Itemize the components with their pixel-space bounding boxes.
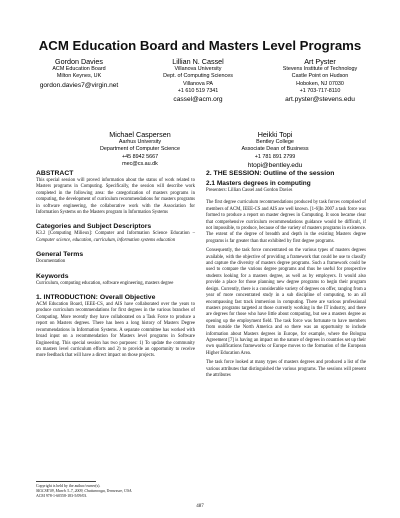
left-column bbox=[36, 170, 195, 360]
author-name: Michael Caspersen bbox=[109, 130, 171, 139]
author-affiliation: Dept. of Computing Sciences bbox=[163, 73, 233, 80]
intro-text: ACM Education Board, IEEE-CS, and AIS have collaborated over the years to produce curriculum recommendations for first degrees in the various branches of Computing. More recently they have collaborated on a Task Force to produce a report on Masters degrees. There has been a long history of Masters Degree recommendations in Information Systems. A separate committee has worked with broad input on a recommendation for Masters level programs in Software Engineering. This special session has two purposes: 1) To update the community on masters level curriculum efforts and 2) to provide an opportunity to receive more feedback that will have a direct impact on those projects. bbox=[36, 302, 195, 359]
session-paragraph: The task force looked at many types of masters degrees and produced a list of the various attributes that distinguished the various programs. The sessions will present the attributes bbox=[206, 360, 366, 378]
categories-heading: Categories and Subject Descriptors bbox=[36, 223, 152, 231]
author-block bbox=[138, 57, 258, 104]
abstract-heading: ABSTRACT bbox=[36, 170, 74, 177]
keywords-text: Curriculum, computing education, software engineering, masters degree bbox=[36, 280, 174, 286]
page-number: 487 bbox=[196, 504, 204, 509]
footnote-line: Copyright is held by the author/owner(s). bbox=[36, 484, 101, 488]
author-affiliation: +1 610 519 7341 bbox=[177, 87, 219, 94]
author-name: Art Pyster bbox=[304, 57, 336, 66]
author-email: gordon.davies7@virgin.net bbox=[39, 81, 119, 89]
session-subheading: 2.1 Masters degrees in computing bbox=[206, 180, 311, 187]
general-terms-text: Documentation bbox=[36, 259, 66, 265]
author-name: Heikki Topi bbox=[257, 130, 293, 139]
author-affiliation: Villanova University bbox=[174, 66, 222, 72]
author-name: Gordon Davies bbox=[55, 57, 103, 66]
right-column bbox=[206, 170, 366, 379]
author-affiliation: Associate Dean of Business bbox=[241, 146, 309, 153]
paper-title: ACM Education Board and Masters Level Programs bbox=[38, 38, 362, 53]
author-affiliation: Stevens Institute of Technology bbox=[282, 66, 358, 72]
author-affiliation: +45 8942 5667 bbox=[121, 153, 159, 160]
keywords-heading: Keywords bbox=[36, 272, 69, 280]
session-paragraph: The first degree curriculum recommendations produced by task forces comprised of members of ACM, IEEE-CS and AIS are well known. [1-6]In 2007 a task force was formed to produce a report on master degrees in Computing. It soon became clear that comprehensive curriculum recommendations guidance would be difficult, if not impossible, to produce, because of the variety of masters programs in existence. The extent of the degree of breadth and depth in the existing Masters degree programs is far greater than that exhibited by first degree programs. bbox=[206, 200, 366, 244]
author-affiliation: Bentley College bbox=[256, 139, 294, 145]
author-email: art.pyster@stevens.edu bbox=[285, 96, 355, 104]
footnote-rule bbox=[36, 481, 96, 482]
author-affiliation: +1 781 891 2799 bbox=[254, 153, 296, 160]
author-affiliation: Department of Computer Science bbox=[100, 146, 180, 153]
intro-heading: 1. INTRODUCTION: Overall Objective bbox=[36, 294, 156, 302]
author-block bbox=[75, 130, 205, 168]
author-name: Lillian N. Cassel bbox=[172, 57, 224, 66]
abstract-text: This special session will proved information about the status of work related to Masters programs in Computing. Specifically, the session will describe work completed in the following area: the categorization of masters programs in computing, the development of curriculum recommendations for masters programs in software engineering, the collaborative work with the Association for Information Systems on the Masters program in Information Systems bbox=[36, 178, 195, 216]
author-email: htopi@bentley.edu bbox=[247, 161, 303, 169]
copyright-footnote bbox=[36, 481, 196, 500]
session-heading: 2. THE SESSION: Outline of the session bbox=[206, 170, 335, 177]
author-block bbox=[258, 57, 382, 104]
author-affiliation: Villanova PA bbox=[182, 80, 214, 87]
author-affiliation: +1 703-717-8110 bbox=[299, 87, 341, 94]
footnote-line: SIGCSE'09, March 3–7, 2009, Chattanooga, Tennessee, USA. bbox=[36, 489, 133, 494]
author-affiliation: Castle Point on Hudson bbox=[291, 73, 349, 80]
author-email: mec@cs.au.dk bbox=[122, 160, 158, 167]
presenters-text: Presenters: Lillian Cassel and Gordon Davies bbox=[206, 188, 293, 193]
footnote-line: ACM 978-1-60558-183-5/09/03. bbox=[36, 494, 88, 499]
session-paragraph: Consequently, the task force concentrated on the various types of masters degrees available, with the objective of providing a framework that could be use to classify and capture the diversity of masters degree programs. Such a framework could be used to compare the various degree programs and thus be useful for prospective students looking for a masters degree, as well as by employers. It would also provide a place for those planning new degree programs to begin their program design. Currently, there is a considerable variety of degrees on offer, ranging from a year of more concentrated study in a sub discipline of computing, to an all encompassing fast track immersion in computing. There are various professional masters programs targeted at those currently working in the IT industry, and there are degrees for those who have little about computing, but see a masters degree as opening up the employment field. The task force was fortunate to have members from outside the North America and so there was an opportunity to include information about Masters degrees in Europe, for example, where the Bologna Agreement [7] is having an impact on the nature of degrees in countries set up their own qualifications frameworks or Europe moves to the formation of the European Higher Education Area. bbox=[206, 248, 366, 356]
author-block bbox=[20, 57, 138, 90]
categories-text: K3.2 [Computing Milieux]: Computer and Information Science Education – Computer science, education, curriculum, information systems education bbox=[36, 231, 195, 243]
author-affiliation: ACM Education Board bbox=[52, 66, 106, 72]
author-affiliation: Milton Keynes, UK bbox=[56, 73, 102, 80]
author-block bbox=[210, 130, 340, 170]
general-terms-heading: General Terms bbox=[36, 251, 84, 259]
author-affiliation: Aarhus University bbox=[118, 139, 162, 145]
author-email: cassel@acm.org bbox=[173, 96, 223, 104]
author-affiliation: Hoboken, NJ 07030 bbox=[296, 80, 344, 87]
